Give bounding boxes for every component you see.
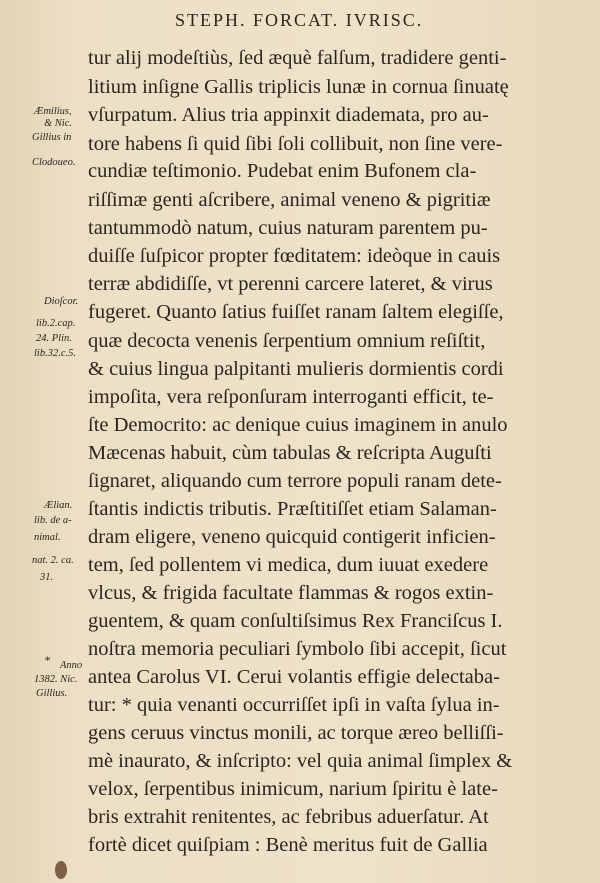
margin-note: Ælian.	[44, 500, 73, 511]
text-line: tem, ſed pollentem vi medica, dum iuuat exedere	[88, 554, 489, 576]
margin-note: Clodoueo.	[32, 157, 76, 168]
ink-stain	[55, 861, 67, 879]
text-line: ſignaret, aliquando cum terrore populi ranam dete-	[88, 470, 502, 492]
text-line: litium inſigne Gallis triplicis lunæ in cornua ſinuatę	[88, 76, 509, 98]
text-line: tur alij modeſtiùs, ſed æquè falſum, tradidere genti-	[88, 47, 507, 69]
text-line: gens ceruus vinctus monili, ac torque æreo belliſſi-	[88, 722, 504, 744]
margin-note: 1382. Nic.	[34, 674, 78, 685]
text-line: quæ decocta venenis ſerpentium omnium reſiſtit,	[88, 330, 486, 352]
running-header: STEPH. FORCAT. IVRISC.	[175, 10, 424, 30]
text-line: vlcus, & frigida facultate flammas & rogos extin-	[88, 582, 494, 604]
text-line: ſte Democrito: ac denique cuius imaginem in anulo	[88, 414, 508, 436]
margin-note: nat. 2. ca.	[32, 555, 74, 566]
text-line: fortè dicet quiſpiam : Benè meritus fuit de Gallia	[88, 834, 488, 856]
text-line: dram eligere, veneno quicquid contigerit inficien-	[88, 526, 496, 548]
text-line: cundiæ teſtimonio. Pudebat enim Bufonem cla-	[88, 160, 477, 182]
text-line: velox, ſerpentibus inimicum, narium ſpiritu è late-	[88, 778, 498, 800]
text-line: antea Carolus VI. Cerui volantis effigie delectaba-	[88, 666, 500, 688]
margin-note: lib.32.c.5.	[34, 348, 76, 359]
margin-note: 24. Plin.	[36, 333, 72, 344]
margin-note: *	[44, 653, 50, 667]
text-line: noſtra memoria peculiari ſymbolo ſibi accepit, ſicut	[88, 638, 507, 660]
margin-note: & Nic.	[44, 118, 72, 129]
text-line: & cuius lingua palpitanti mulieris dormientis cordi	[88, 358, 504, 380]
text-line: Mæcenas habuit, cùm tabulas & reſcripta Auguſti	[88, 442, 492, 464]
margin-note: Æmilius,	[34, 106, 72, 117]
text-line: mè inaurato, & inſcripto: vel quia animal ſimplex &	[88, 750, 513, 772]
text-line: guentem, & quam conſultiſsimus Rex Franciſcus I.	[88, 610, 503, 632]
text-line: terræ abdidiſſe, vt perenni carcere lateret, & virus	[88, 273, 493, 295]
margin-note: Gillius.	[36, 688, 68, 699]
text-line: fugeret. Quanto ſatius fuiſſet ranam ſaltem elegiſſe,	[88, 301, 504, 323]
text-line: ſtantis indictis tributis. Præſtitiſſet etiam Salaman-	[88, 498, 497, 520]
text-line: tantummodò natum, cuius naturam parentem pu-	[88, 217, 488, 239]
margin-note: nimal.	[34, 532, 61, 543]
margin-note: Anno	[60, 660, 83, 671]
margin-note: lib.2.cap.	[36, 318, 76, 329]
text-line: impoſita, vera reſponſuram interroganti efficit, te-	[88, 386, 494, 408]
text-line: duiſſe ſuſpicor propter fœditatem: ideòque in cauis	[88, 245, 501, 267]
text-line: tur: * quia venanti occurriſſet ipſi in vaſta ſylua in-	[88, 694, 500, 716]
margin-note: lib. de a-	[34, 515, 72, 526]
text-line: tore habens ſi quid ſibi ſoli collibuit, non ſine vere-	[88, 133, 503, 155]
margin-note: Gillius in	[32, 132, 72, 143]
text-line: bris extrahit renitentes, ac febribus aduerſatur. At	[88, 806, 489, 828]
text-line: riſſimæ genti aſcribere, animal veneno & pigritiæ	[88, 189, 491, 211]
margin-note: Dioſcor.	[44, 296, 79, 307]
text-line: vſurpatum. Alius tria appinxit diademata, pro au-	[88, 104, 489, 126]
margin-note: 31.	[40, 572, 54, 583]
